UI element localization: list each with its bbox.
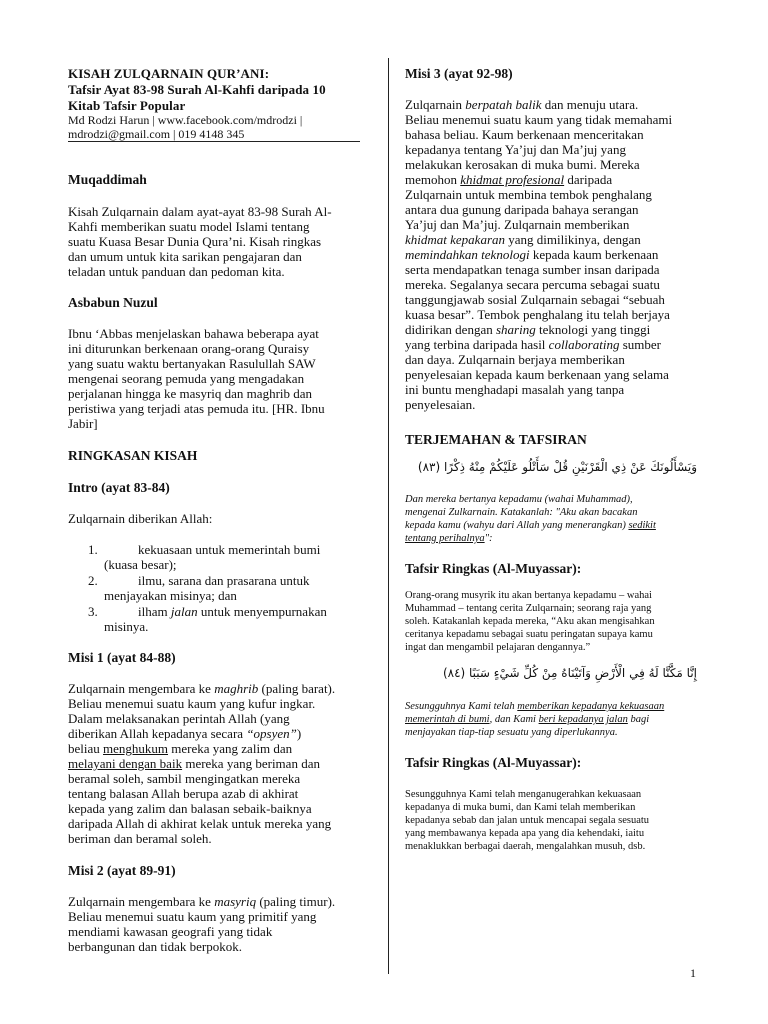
list-item-line2: (kuasa besar);	[104, 557, 177, 572]
muqaddimah-line5: teladan untuk panduan dan pedoman kita.	[68, 264, 285, 279]
misi3-line1: Zulqarnain berpatah balik dan menuju utara.	[405, 97, 639, 112]
misi3-line14: tanggungjawab sosial Zulqarnain sebagai “sebuah	[405, 292, 665, 307]
misi3-line4: kepadanya tentang Ya’juj dan Ma’juj yang	[405, 142, 626, 157]
misi3-line5: melakukan kerosakan di muka bumi. Mereka	[405, 157, 640, 172]
misi1-line1: Zulqarnain mengembara ke maghrib (paling barat).	[68, 681, 336, 696]
intro-text: Zulqarnain diberikan Allah:	[68, 511, 213, 526]
trans84-line1: Sesungguhnya Kami telah memberikan kepadanya kekuasaan	[405, 701, 665, 712]
misi1-line10: daripada Allah di akhirat kelak untuk mereka yang	[68, 816, 332, 831]
misi3-line19: penyelesaian kepada kaum berkenaan yang selama	[405, 367, 669, 382]
asbabun-line2: ini diturunkan berkenaan orang-orang Quraisy	[68, 341, 310, 356]
misi2-line3: mendiami kawasan geografi yang tidak	[68, 924, 273, 939]
muqaddimah-line4: dan umum untuk kita sarikan pengajaran dan	[68, 249, 302, 264]
misi3-heading: Misi 3 (ayat 92-98)	[405, 66, 513, 81]
misi3-line13: mereka. Segalanya secara percuma sebagai suatu	[405, 277, 660, 292]
header-rule	[68, 141, 360, 142]
asbabun-line4: mengenai seorang pemuda yang mengadakan	[68, 371, 305, 386]
asbabun-heading: Asbabun Nuzul	[68, 295, 158, 310]
ringkasan-heading: RINGKASAN KISAH	[68, 448, 198, 463]
list-number: 2.	[88, 573, 98, 588]
misi3-line7: Zulqarnain untuk membina tembok penghalang	[405, 187, 652, 202]
misi1-line9: kepada yang zalim dan balasan sebaik-baiknya	[68, 801, 312, 816]
misi1-heading: Misi 1 (ayat 84-88)	[68, 650, 176, 665]
misi2-line2: Beliau menemui suatu kaum yang primitif yang	[68, 909, 317, 924]
tafsir2-line3: kepadanya sebab dan jalan untuk mencapai segala sesuatu	[405, 815, 650, 826]
list-number: 3.	[88, 604, 98, 619]
misi1-line6: melayani dengan baik mereka yang beriman dan	[68, 756, 320, 771]
misi3-line16: didirikan dengan sharing teknologi yang tinggi	[405, 322, 651, 337]
misi3-line3: bahasa beliau. Kaum berkenaan menceritakan	[405, 127, 644, 142]
misi2-line4: berbangunan dan tidak berpokok.	[68, 939, 243, 954]
misi3-line8: antara dua gunung daripada bahaya serangan	[405, 202, 639, 217]
trans84-line2: memerintah di bumi, dan Kami beri kepadanya jalan bagi	[405, 714, 650, 725]
trans83-line2: mengenai Zulkarnain. Katakanlah: "Aku akan bacakan	[405, 507, 638, 518]
doc-title-line3: Kitab Tafsir Popular	[68, 98, 186, 113]
list-item-line1: ilmu, sarana dan prasarana untuk	[138, 573, 310, 588]
tafsir1-line2: Muhammad – tentang cerita Zulqarnain; seorang raja yang	[405, 603, 652, 614]
asbabun-line1: Ibnu ‘Abbas menjelaskan bahawa beberapa ayat	[68, 326, 319, 341]
tafsir1-heading: Tafsir Ringkas (Al-Muyassar):	[405, 561, 582, 576]
misi1-line11: beriman dan beramal soleh.	[68, 831, 212, 846]
muqaddimah-line1: Kisah Zulqarnain dalam ayat-ayat 83-98 Surah Al-	[68, 204, 332, 219]
misi3-line21: penyelesaian.	[405, 397, 476, 412]
misi3-line17: yang terbina daripada hasil collaborating sumber	[405, 337, 661, 352]
column-divider	[388, 58, 389, 974]
list-item-line1: ilham jalan untuk menyempurnakan	[138, 604, 327, 619]
tafsir2-line2: kepadanya di muka bumi, dan Kami telah memberikan	[405, 802, 636, 813]
muqaddimah-heading: Muqaddimah	[68, 172, 147, 187]
misi1-line7: beramal soleh, sambil mengingatkan mereka	[68, 771, 301, 786]
doc-title-line1: KISAH ZULQARNAIN QUR’ANI:	[68, 66, 270, 81]
misi1-line3: Dalam melaksanakan perintah Allah (yang	[68, 711, 290, 726]
trans83-line4: tentang perihalnya":	[405, 533, 493, 544]
misi3-line2: Beliau menemui suatu kaum yang tidak memahami	[405, 112, 673, 127]
misi3-line10: khidmat kepakaran yang dimilikinya, dengan	[405, 232, 641, 247]
tafsir2-line1: Sesungguhnya Kami telah menganugerahkan kekuasaan	[405, 789, 642, 800]
misi3-line20: ini buntu menghadapi masalah yang tanpa	[405, 382, 625, 397]
trans83-line3: kepada kamu (wahyu dari Allah yang menerangkan) sedikit	[405, 520, 656, 531]
ayat-83-arabic: وَيَسْأَلُونَكَ عَنْ ذِي الْقَرْنَيْنِ قُلْ سَأَتْلُو عَلَيْكُمْ مِنْهُ ذِكْرًا (٨٣)	[417, 460, 697, 474]
muqaddimah-line3: suatu Kuasa Besar Dunia Qura’ni. Kisah ringkas	[68, 234, 322, 249]
tafsir1-line4: ceritanya kepadamu sebagai suatu peringatan supaya kamu	[405, 629, 653, 640]
muqaddimah-line2: Kahfi memberikan suatu model Islami tentang	[68, 219, 310, 234]
list-item-line2: misinya.	[104, 619, 149, 634]
tafsir2-line5: menaklukkan berbagai daerah, mengalahkan musuh, dsb.	[405, 841, 646, 852]
tafsir2-heading: Tafsir Ringkas (Al-Muyassar):	[405, 755, 582, 770]
author-line1: Md Rodzi Harun | www.facebook.com/mdrodzi |	[68, 113, 303, 127]
misi1-line2: Beliau menemui suatu kaum yang kufur ingkar.	[68, 696, 316, 711]
doc-title-line2: Tafsir Ayat 83-98 Surah Al-Kahfi daripada 10	[68, 82, 326, 97]
tafsir1-line5: ingat dan mengambil pelajaran dengannya.”	[405, 642, 591, 653]
misi3-line12: serta mendapatkan tenaga sumber insan daripada	[405, 262, 660, 277]
misi1-line5: beliau menghukum mereka yang zalim dan	[68, 741, 293, 756]
list-item-line2: menjayakan misinya; dan	[104, 588, 237, 603]
tafsir1-line3: soleh. Katakanlah kepada mereka, “Aku akan mengisahkan	[405, 616, 655, 627]
page-number: 1	[690, 966, 696, 980]
asbabun-line5: perjalanan hingga ke masyriq dan maghrib dan	[68, 386, 313, 401]
list-item-line1: kekuasaan untuk memerintah bumi	[138, 542, 321, 557]
ayat-84-arabic: إِنَّا مَكَّنَّا لَهُ فِي الْأَرْضِ وَآتَيْنَاهُ مِنْ كُلِّ شَيْءٍ سَبَبًا (٨٤)	[442, 666, 697, 680]
asbabun-line7: Jabir]	[68, 416, 98, 431]
misi3-line6: memohon khidmat profesional daripada	[405, 172, 613, 187]
tafsir2-line4: yang membawanya kepada apa yang dia kehendaki, iaitu	[405, 828, 645, 839]
misi2-line1: Zulqarnain mengembara ke masyriq (paling timur).	[68, 894, 336, 909]
misi3-line9: Ya’juj dan Ma’juj. Zulqarnain memberikan	[405, 217, 630, 232]
misi3-line18: dan daya. Zulqarnain berjaya memberikan	[405, 352, 625, 367]
asbabun-line3: yang suatu waktu bertanyakan Rasulullah SAW	[68, 356, 316, 371]
list-number: 1.	[88, 542, 98, 557]
terjemahan-heading: TERJEMAHAN & TAFSIRAN	[405, 432, 587, 447]
trans83-line1: Dan mereka bertanya kepadamu (wahai Muhammad),	[405, 494, 633, 505]
author-line2: mdrodzi@gmail.com | 019 4148 345	[68, 127, 245, 141]
asbabun-line6: peristiwa yang terjadi atas pemuda itu. [HR. Ibnu	[68, 401, 325, 416]
misi3-line15: kuasa besar”. Tembok penghalang itu telah berjaya	[405, 307, 670, 322]
tafsir1-line1: Orang-orang musyrik itu akan bertanya kepadamu – wahai	[405, 590, 652, 601]
trans84-line3: menjayakan tiap-tiap sesuatu yang diperlukannya.	[405, 727, 618, 738]
intro-heading: Intro (ayat 83-84)	[68, 480, 170, 495]
misi1-line8: tentang balasan Allah berupa azab di akhirat	[68, 786, 299, 801]
misi1-line4: diberikan Allah kepadanya secara “opsyen”)	[68, 726, 302, 741]
misi2-heading: Misi 2 (ayat 89-91)	[68, 863, 176, 878]
misi3-line11: memindahkan teknologi kepada kaum berkenaan	[405, 247, 659, 262]
